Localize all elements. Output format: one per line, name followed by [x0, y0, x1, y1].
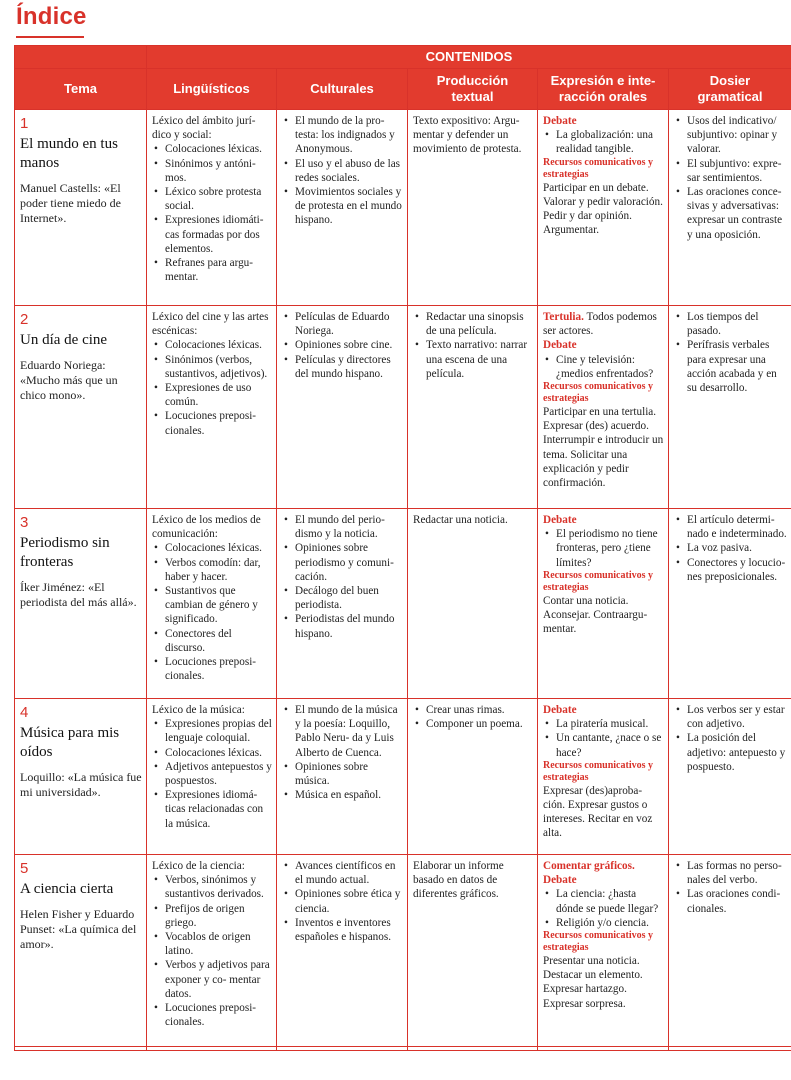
- expresion-text: Participar en un debate. Valorar y pedir valoración. Pedir y dar opinión. Argumentar.: [543, 181, 663, 237]
- list-item: • Locuciones preposi- cionales.: [152, 1001, 273, 1029]
- debate-list: [543, 353, 665, 381]
- tema-cell: [15, 509, 147, 699]
- debate-list: [543, 717, 665, 760]
- linguisticos-intro: Léxico de la ciencia:: [152, 860, 245, 872]
- header-produccion-line1: Producción: [436, 73, 509, 88]
- list-item: • Sinónimos y antóni- mos.: [152, 157, 273, 185]
- dosier-cell: [669, 699, 791, 855]
- list-item: • Opiniones sobre cine.: [282, 338, 404, 352]
- recursos-label: Recursos comunicativos y estrategias: [543, 381, 653, 405]
- linguisticos-list: [152, 142, 273, 284]
- list-item: • Expresiones de uso común.: [152, 381, 273, 409]
- unit-number: 4: [20, 704, 29, 721]
- list-item: • Prefijos de origen griego.: [152, 902, 273, 930]
- list-item: • Colocaciones léxicas.: [152, 541, 273, 555]
- header-linguisticos: Lingüísticos: [147, 69, 277, 110]
- list-item: • La globalización: una realidad tangible.: [543, 128, 665, 156]
- list-item: • Las formas no perso- nales del verbo.: [674, 859, 788, 887]
- linguisticos-cell: [147, 306, 277, 509]
- contenidos-header: CONTENIDOS: [147, 46, 791, 69]
- culturales-list: [282, 513, 404, 641]
- dosier-list: [674, 859, 788, 916]
- unit-title: A ciencia cierta: [20, 881, 114, 897]
- debate-label: Debate: [543, 704, 577, 716]
- dosier-cell: [669, 509, 791, 699]
- tema-cell: [15, 855, 147, 1051]
- recursos-label: Recursos comunicativos y estrategias: [543, 569, 653, 593]
- dosier-cell: [669, 110, 791, 306]
- list-item: • Usos del indicativo/ subjuntivo: opinar y valorar.: [674, 114, 788, 157]
- linguisticos-cell: [147, 509, 277, 699]
- list-item: • Conectores y locucio- nes preposicionales.: [674, 556, 788, 584]
- list-item: • La piratería musical.: [543, 717, 665, 731]
- produccion-cell: [408, 855, 538, 1051]
- index-table: [14, 45, 791, 1051]
- debate-list: [543, 887, 665, 930]
- list-item: • Opiniones sobre periodismo y comuni- cación.: [282, 541, 404, 584]
- list-item: • Verbos, sinónimos y sustantivos derivados.: [152, 873, 273, 901]
- expresion-activity-text: Todos podemos ser actores.: [543, 311, 657, 338]
- culturales-cell: [277, 110, 408, 306]
- linguisticos-intro: Léxico del cine y las artes escénicas:: [152, 311, 269, 338]
- produccion-text: Elaborar un informe basado en datos de diferentes gráficos.: [413, 860, 504, 901]
- list-item: • Sustantivos que cambian de género y significado.: [152, 584, 273, 627]
- list-item: • La voz pasiva.: [674, 541, 788, 555]
- dosier-cell: [669, 306, 791, 509]
- expresion-cell: [538, 110, 669, 306]
- list-item: • Avances científicos en el mundo actual.: [282, 859, 404, 887]
- list-item: • Locuciones preposi- cionales.: [152, 655, 273, 683]
- tema-cell: [15, 306, 147, 509]
- expresion-cell: [538, 306, 669, 509]
- culturales-list: [282, 310, 404, 381]
- expresion-text: Presentar una noticia. Destacar un elemento. Expresar hartazgo. Expresar sorpresa.: [543, 955, 643, 1010]
- list-item: • Opiniones sobre ética y ciencia.: [282, 887, 404, 915]
- table-row: [15, 699, 791, 855]
- unit-number: 5: [20, 860, 29, 877]
- header-dosier: [669, 69, 791, 110]
- list-item: • La ciencia: ¿hasta dónde se puede llegar?: [543, 887, 665, 915]
- list-item: • Locuciones preposi- cionales.: [152, 409, 273, 437]
- list-item: • El subjuntivo: expre- sar sentimientos.: [674, 157, 788, 185]
- recursos-label: Recursos comunicativos y estrategias: [543, 156, 653, 180]
- linguisticos-intro: Léxico de la música:: [152, 704, 245, 716]
- debate-list: [543, 128, 665, 156]
- page-title: Índice: [16, 3, 87, 30]
- list-item: • Inventos e inventores españoles e hispanos.: [282, 916, 404, 944]
- recursos-label: Recursos comunicativos y estrategias: [543, 930, 653, 954]
- expresion-text: Participar en una tertulia. Expresar (des) acuerdo. Interrumpir e introducir un tema. Solicitar una explicación y pedir confirmación.: [543, 406, 664, 490]
- list-item: • Colocaciones léxicas.: [152, 142, 273, 156]
- recursos-label: Recursos comunicativos y estrategias: [543, 759, 653, 783]
- culturales-cell: [277, 509, 408, 699]
- unit-author: Manuel Castells: «El poder tiene miedo de Internet».: [20, 181, 121, 225]
- linguisticos-list: [152, 873, 273, 1029]
- table-row: [15, 306, 791, 509]
- list-item: • Perífrasis verbales para expresar una acción acabada y en su desarrollo.: [674, 338, 788, 395]
- linguisticos-cell: [147, 855, 277, 1051]
- table-row: [15, 855, 791, 1051]
- list-item: • Un cantante, ¿nace o se hace?: [543, 731, 665, 759]
- list-item: • El mundo de la música y la poesía: Loquillo, Pablo Neru- da y Luis Alberto de Cuenca.: [282, 703, 404, 760]
- expresion-cell: [538, 699, 669, 855]
- debate-list: [543, 527, 665, 570]
- list-item: • Componer un poema.: [413, 717, 534, 731]
- list-item: • Conectores del discurso.: [152, 627, 273, 655]
- list-item: • El uso y el abuso de las redes sociales.: [282, 157, 404, 185]
- linguisticos-list: [152, 338, 273, 437]
- produccion-cell: [408, 509, 538, 699]
- list-item: • La posición del adjetivo: antepuesto y pospuesto.: [674, 731, 788, 774]
- list-item: • Expresiones idiomáti- cas formadas por dos elementos.: [152, 213, 273, 256]
- list-item: • Verbos comodín: dar, haber y hacer.: [152, 556, 273, 584]
- list-item: • Verbos y adjetivos para exponer y co- mentar datos.: [152, 958, 273, 1001]
- linguisticos-list: [152, 541, 273, 683]
- list-item: • Colocaciones léxicas.: [152, 338, 273, 352]
- header-dosier-line1: Dosier: [709, 73, 751, 88]
- header-produccion: [408, 69, 538, 110]
- tema-cell: [15, 110, 147, 306]
- header-culturales: Culturales: [277, 69, 408, 110]
- list-item: • Adjetivos antepuestos y pospuestos.: [152, 760, 273, 788]
- header-expresion-line2: racción orales: [558, 89, 648, 104]
- list-item: • Los tiempos del pasado.: [674, 310, 788, 338]
- list-item: • El artículo determi- nado e indeterminado.: [674, 513, 788, 541]
- produccion-cell: [408, 110, 538, 306]
- dosier-list: [674, 513, 788, 584]
- list-item: • Los verbos ser y estar con adjetivo.: [674, 703, 788, 731]
- list-item: • Periodistas del mundo hispano.: [282, 612, 404, 640]
- linguisticos-list: [152, 717, 273, 831]
- expresion-text: Contar una noticia. Aconsejar. Contraargu- mentar.: [543, 594, 648, 636]
- unit-title: Un día de cine: [20, 332, 108, 348]
- produccion-list: [413, 310, 534, 381]
- produccion-cell: [408, 306, 538, 509]
- culturales-list: [282, 859, 404, 944]
- tema-cell: [15, 699, 147, 855]
- list-item: • Movimientos sociales y de protesta en el mundo hispano.: [282, 185, 404, 228]
- list-item: • Cine y televisión: ¿medios enfrentados?: [543, 353, 665, 381]
- dosier-list: [674, 114, 788, 242]
- culturales-cell: [277, 699, 408, 855]
- culturales-list: [282, 703, 404, 802]
- list-item: • Películas de Eduardo Noriega.: [282, 310, 404, 338]
- unit-title: El mundo en tus manos: [20, 136, 118, 171]
- list-item: • Opiniones sobre música.: [282, 760, 404, 788]
- list-item: • El mundo del perio- dismo y la noticia.: [282, 513, 404, 541]
- expresion-activity: [543, 310, 665, 338]
- debate-label: Debate: [543, 514, 577, 526]
- header-expresion-line1: Expresión e inte-: [550, 73, 656, 88]
- culturales-cell: [277, 855, 408, 1051]
- table-row: [15, 110, 791, 306]
- linguisticos-intro: Léxico de los medios de comunicación:: [152, 514, 261, 541]
- unit-author: Helen Fisher y Eduardo Punset: «La química del amor».: [20, 907, 137, 951]
- list-item: • Expresiones propias del lenguaje coloquial.: [152, 717, 273, 745]
- unit-title: Periodismo sin fronteras: [20, 535, 110, 570]
- unit-author: Loquillo: «La música fue mi universidad».: [20, 770, 142, 799]
- list-item: • Sinónimos (verbos, sustantivos, adjetivos).: [152, 353, 273, 381]
- debate-label: Debate: [543, 115, 577, 127]
- header-tema: Tema: [15, 69, 147, 110]
- bottom-rule: [14, 1046, 791, 1047]
- title-underline: [16, 36, 84, 38]
- expresion-activity-label: Tertulia.: [543, 311, 584, 323]
- culturales-cell: [277, 306, 408, 509]
- list-item: • Texto narrativo: narrar una escena de una película.: [413, 338, 534, 381]
- expresion-activity-label: Comentar gráficos.: [543, 860, 635, 872]
- list-item: • Expresiones idiomá- ticas relacionadas con la música.: [152, 788, 273, 831]
- produccion-cell: [408, 699, 538, 855]
- list-item: • Crear unas rimas.: [413, 703, 534, 717]
- linguisticos-intro: Léxico del ámbito jurí- dico y social:: [152, 115, 256, 142]
- expresion-cell: [538, 509, 669, 699]
- list-item: • Las oraciones condi- cionales.: [674, 887, 788, 915]
- unit-number: 1: [20, 115, 29, 132]
- list-item: • Las oraciones conce- sivas y adversativas: expresar un contraste y una oposición.: [674, 185, 788, 242]
- unit-number: 2: [20, 311, 29, 328]
- table-row: [15, 509, 791, 699]
- header-produccion-line2: textual: [451, 89, 494, 104]
- culturales-list: [282, 114, 404, 228]
- list-item: • Películas y directores del mundo hispano.: [282, 353, 404, 381]
- list-item: • Redactar una sinopsis de una película.: [413, 310, 534, 338]
- unit-number: 3: [20, 514, 29, 531]
- expresion-cell: [538, 855, 669, 1051]
- produccion-text: Texto expositivo: Argu- mentar y defender un movimiento de protesta.: [413, 115, 522, 156]
- expresion-activity: [543, 859, 665, 873]
- list-item: • El mundo de la pro- testa: los indignados y Anonymous.: [282, 114, 404, 157]
- produccion-text: Redactar una noticia.: [413, 514, 508, 526]
- dosier-cell: [669, 855, 791, 1051]
- dosier-list: [674, 310, 788, 395]
- linguisticos-cell: [147, 110, 277, 306]
- list-item: • Religión y/o ciencia.: [543, 916, 665, 930]
- linguisticos-cell: [147, 699, 277, 855]
- list-item: • El periodismo no tiene fronteras, pero ¿tiene límites?: [543, 527, 665, 570]
- unit-author: Íker Jiménez: «El periodista del más allá».: [20, 580, 137, 609]
- unit-title: Música para mis oídos: [20, 725, 120, 760]
- debate-label: Debate: [543, 874, 577, 887]
- list-item: • Léxico sobre protesta social.: [152, 185, 273, 213]
- expresion-text: Expresar (des)aproba- ción. Expresar gustos o intereses. Recitar en voz alta.: [543, 784, 653, 840]
- dosier-list: [674, 703, 788, 774]
- header-expresion: [538, 69, 669, 110]
- debate-label: Debate: [543, 339, 577, 352]
- list-item: • Vocablos de origen latino.: [152, 930, 273, 958]
- list-item: • Colocaciones léxicas.: [152, 746, 273, 760]
- header-dosier-line2: gramatical: [697, 89, 763, 104]
- list-item: • Refranes para argu- mentar.: [152, 256, 273, 284]
- list-item: • Música en español.: [282, 788, 404, 802]
- list-item: • Decálogo del buen periodista.: [282, 584, 404, 612]
- unit-author: Eduardo Noriega: «Mucho más que un chico mono».: [20, 358, 118, 402]
- produccion-list: [413, 703, 534, 731]
